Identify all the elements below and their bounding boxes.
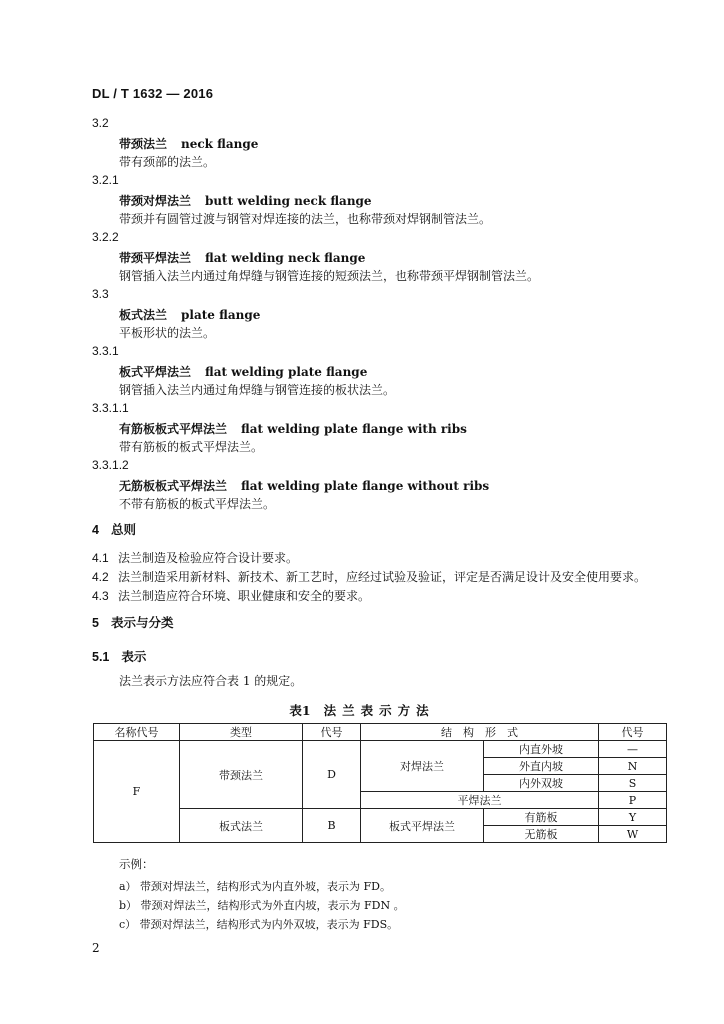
section-heading [92,613,173,631]
structure-cell: 平焊法兰 [361,792,599,809]
clause-text: 法兰制造及检验应符合设计要求。 [118,551,299,565]
form-code-cell: P [599,792,667,809]
header-cell: 代号 [303,724,361,741]
page-number: 2 [92,941,100,955]
table-caption [0,701,724,719]
term-heading [119,135,258,152]
section-heading [92,520,136,538]
section-title: 表示与分类 [110,616,174,630]
clause-item [92,549,298,566]
term-definition: 不带有筋板的板式平焊法兰。 [119,497,276,511]
term-heading [119,306,260,323]
section-number: 4 [92,523,99,537]
form-code-cell: Y [599,809,667,826]
example-item: a） 带颈对焊法兰，结构形式为内直外坡，表示为 FD。 [119,880,392,893]
term-definition: 钢管插入法兰内通过角焊缝与钢管连接的板状法兰。 [119,383,396,397]
clause-item [92,587,370,604]
term-en: flat welding plate flange [205,365,368,379]
form-code-cell: S [599,775,667,792]
term-en: butt welding neck flange [205,194,372,208]
term-cn: 有筋板板式平焊法兰 [119,422,228,436]
term-cn: 带颈法兰 [119,137,168,151]
term-cn: 无筋板板式平焊法兰 [119,479,228,493]
type-cell: 带颈法兰 [180,741,303,809]
term-heading [119,192,372,209]
term-definition: 钢管插入法兰内通过角焊缝与钢管连接的短颈法兰，也称带颈平焊钢制管法兰。 [119,269,540,283]
structure-cell: 板式平焊法兰 [361,809,484,843]
subsection-heading [92,647,146,665]
form-cell: 有筋板 [484,809,599,826]
term-en: neck flange [181,137,259,151]
clause-number: 4.2 [92,570,109,584]
header-cell: 结 构 形 式 [361,724,599,741]
table-header-row [94,724,667,741]
term-en: flat welding plate flange with ribs [241,422,467,436]
clause-item [92,568,646,585]
table-row [94,741,667,758]
standard-header: DL / T 1632 — 2016 [92,86,214,101]
section-number: 5.1 [92,650,110,664]
table-row [94,809,667,826]
form-cell: 内外双坡 [484,775,599,792]
example-item: b） 带颈对焊法兰，结构形式为外直内坡，表示为 FDN 。 [119,899,405,912]
header-cell: 类型 [180,724,303,741]
clause-number: 3.2.2 [92,230,119,244]
examples-title: 示例： [119,859,154,871]
clause-number: 4.1 [92,551,109,565]
clause-number: 3.3 [92,287,109,301]
form-cell: 内直外坡 [484,741,599,758]
name-code-cell: F [94,741,180,843]
form-cell: 无筋板 [484,826,599,843]
structure-cell: 对焊法兰 [361,741,484,792]
term-en: flat welding neck flange [205,251,366,265]
header-cell: 名称代号 [94,724,180,741]
term-en: plate flange [181,308,261,322]
clause-text: 法兰制造应符合环境、职业健康和安全的要求。 [118,589,371,603]
term-heading [119,249,365,266]
flange-designation-table [93,723,667,843]
term-definition: 带颈并有圆管过渡与钢管对焊连接的法兰，也称带颈对焊钢制管法兰。 [119,212,492,226]
section-title: 表示 [121,650,147,664]
term-definition: 带有颈部的法兰。 [119,155,216,169]
example-item: c） 带颈对焊法兰，结构形式为内外双坡，表示为 FDS。 [119,918,399,931]
section-title: 总则 [110,523,136,537]
type-code-cell: D [303,741,361,809]
clause-number: 3.3.1 [92,344,119,358]
clause-number: 3.2 [92,116,109,130]
type-cell: 板式法兰 [180,809,303,843]
form-code-cell: N [599,758,667,775]
term-cn: 带颈对焊法兰 [119,194,192,208]
type-code-cell: B [303,809,361,843]
clause-number: 3.3.1.1 [92,401,129,415]
paragraph: 法兰表示方法应符合表 1 的规定。 [119,674,303,688]
table-title: 法兰表示方法 [323,703,435,718]
form-code-cell: W [599,826,667,843]
term-heading [119,477,489,494]
clause-text: 法兰制造采用新材料、新技术、新工艺时，应经过试验及验证，评定是否满足设计及安全使用要求。 [118,570,647,584]
term-heading [119,363,367,380]
clause-number: 3.2.1 [92,173,119,187]
clause-number: 3.3.1.2 [92,458,129,472]
term-cn: 板式法兰 [119,308,168,322]
term-cn: 带颈平焊法兰 [119,251,192,265]
term-definition: 平板形状的法兰。 [119,326,216,340]
term-heading [119,420,467,437]
header-cell: 代号 [599,724,667,741]
table-number: 表1 [289,703,311,718]
term-cn: 板式平焊法兰 [119,365,192,379]
section-number: 5 [92,616,99,630]
form-code-cell: — [599,741,667,758]
form-cell: 外直内坡 [484,758,599,775]
clause-number: 4.3 [92,589,109,603]
term-en: flat welding plate flange without ribs [241,479,490,493]
term-definition: 带有筋板的板式平焊法兰。 [119,440,264,454]
